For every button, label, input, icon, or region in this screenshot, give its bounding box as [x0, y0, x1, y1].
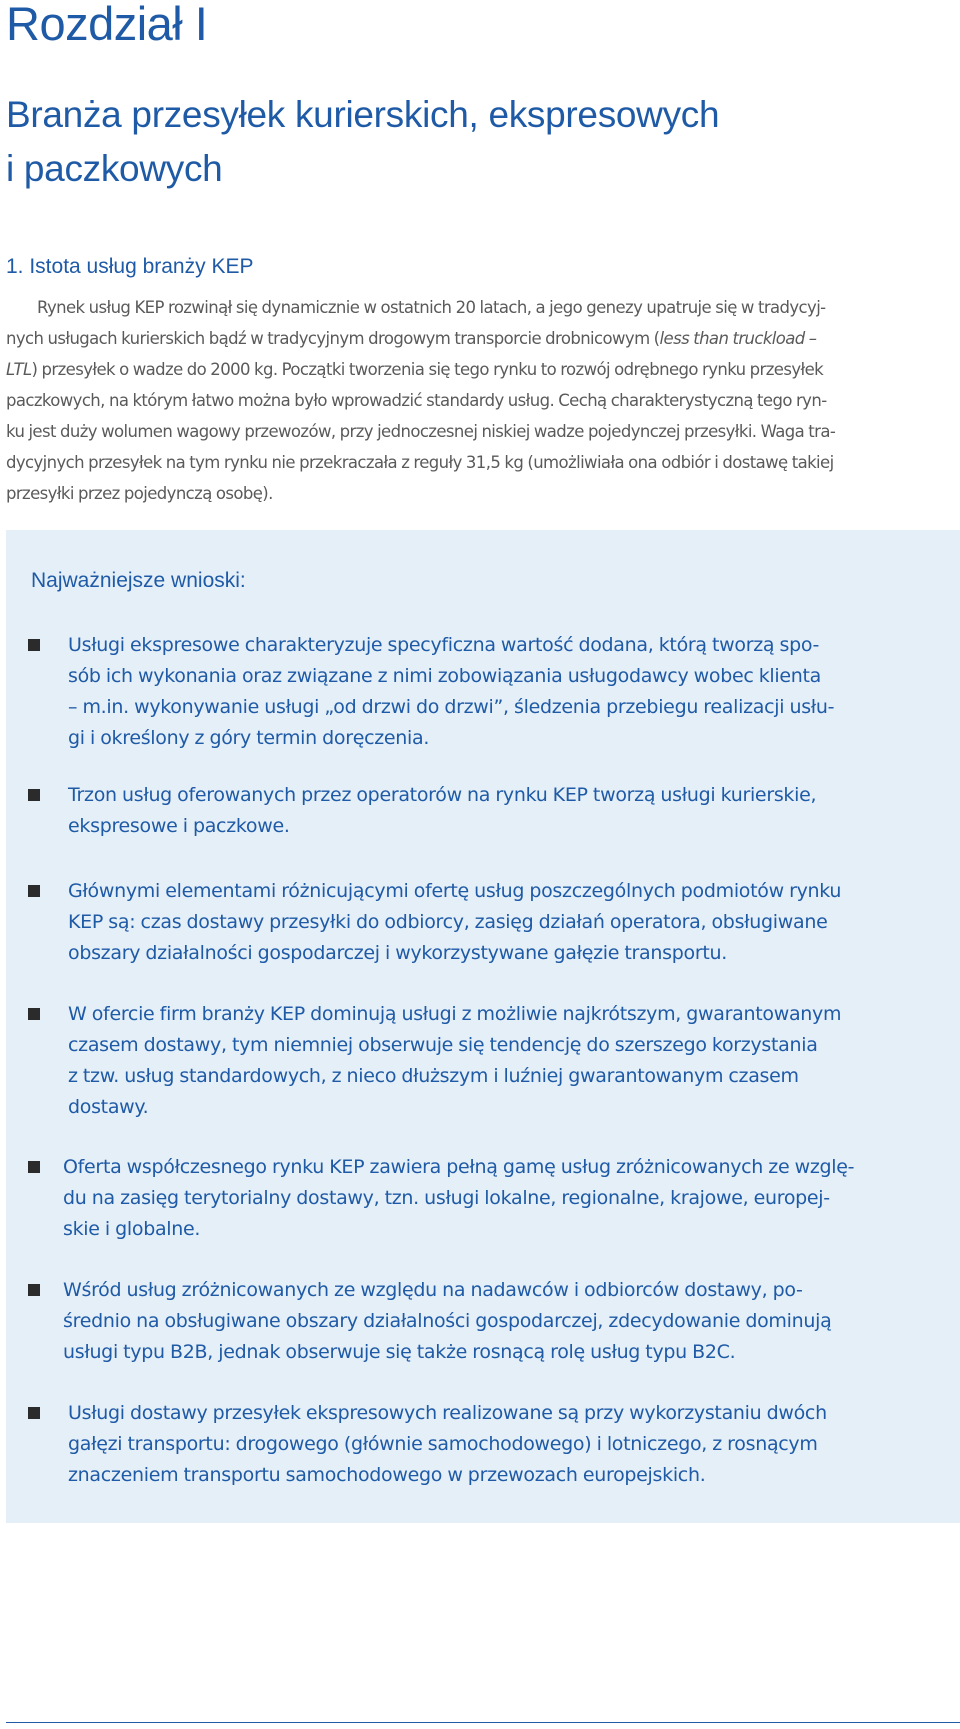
list-item-line: Wśród usług zróżnicowanych ze względu na nadawców i odbiorców dostawy, po-: [63, 1279, 803, 1301]
list-item-text: [68, 1398, 827, 1491]
square-bullet-icon: [28, 885, 40, 897]
section-title: [6, 88, 719, 196]
list-item-line: Głównymi elementami różnicującymi ofertę usług poszczególnych podmiotów rynku: [68, 880, 842, 902]
list-item-text: [63, 1152, 854, 1245]
intro-line: ku jest duży wolumen wagowy przewozów, przy jednoczesnej niskiej wadze pojedynczej przesyłki. Waga tra-: [6, 422, 836, 441]
square-bullet-icon: [28, 789, 40, 801]
list-item-line: czasem dostawy, tym niemniej obserwuje się tendencję do szerszego korzystania: [68, 1034, 818, 1056]
list-item-line: du na zasięg terytorialny dostawy, tzn. usługi lokalne, regionalne, krajowe, europej-: [63, 1187, 830, 1209]
intro-line: dycyjnych przesyłek na tym rynku nie przekraczała z reguły 31,5 kg (umożliwiała ona odbiór i dostawę takiej: [6, 453, 834, 472]
intro-paragraph: [6, 292, 960, 509]
list-item-text: [68, 780, 816, 842]
list-item-line: średnio na obsługiwane obszary działalności gospodarczej, zdecydowanie dominują: [63, 1310, 832, 1332]
section-title-line: Branża przesyłek kurierskich, ekspresowych: [6, 94, 720, 135]
list-item-line: – m.in. wykonywanie usługi „od drzwi do drzwi”, śledzenia przebiegu realizacji usłu-: [68, 696, 835, 718]
list-item-text: [68, 876, 841, 969]
intro-line: [6, 323, 960, 354]
key-conclusions-box: [6, 530, 960, 1523]
list-item-line: ekspresowe i paczkowe.: [68, 815, 290, 837]
square-bullet-icon: [28, 1161, 40, 1173]
list-item-line: Usługi ekspresowe charakteryzuje specyficzna wartość dodana, którą tworzą spo-: [68, 634, 820, 656]
intro-line: paczkowych, na którym łatwo można było wprowadzić standardy usług. Cechą charakterystyczną tego ryn-: [6, 391, 827, 410]
square-bullet-icon: [28, 1407, 40, 1419]
list-item-line: obszary działalności gospodarczej i wykorzystywane gałęzie transportu.: [68, 942, 727, 964]
intro-line: przesyłki przez pojedynczą osobę).: [6, 484, 273, 503]
intro-line: Rynek usług KEP rozwinął się dynamicznie w ostatnich 20 latach, a jego genezy upatruje się w tradycyj-: [37, 298, 826, 317]
intro-text: nych usługach kurierskich bądź w tradycyjnym drogowym transporcie drobnicowym (: [6, 329, 660, 348]
list-item-line: W ofercie firm branży KEP dominują usługi z możliwie najkrótszym, gwarantowanym: [68, 1003, 842, 1025]
list-item-line: Oferta współczesnego rynku KEP zawiera pełną gamę usług zróżnicowanych ze wzglę-: [63, 1156, 855, 1178]
square-bullet-icon: [28, 639, 40, 651]
footer-divider: [6, 1722, 960, 1723]
list-item-text: [68, 630, 834, 754]
square-bullet-icon: [28, 1284, 40, 1296]
list-item-line: gi i określony z góry termin doręczenia.: [68, 727, 430, 749]
square-bullet-icon: [28, 1008, 40, 1020]
list-item-line: Usługi dostawy przesyłek ekspresowych realizowane są przy wykorzystaniu dwóch: [68, 1402, 827, 1424]
chapter-title: Rozdział I: [6, 0, 208, 50]
subsection-title: 1. Istota usług branży KEP: [6, 255, 254, 278]
intro-text: ) przesyłek o wadze do 2000 kg. Początki tworzenia się tego rynku to rozwój odrębnego rynku przesyłek: [31, 360, 824, 379]
list-item-line: skie i globalne.: [63, 1218, 201, 1240]
list-item-line: znaczeniem transportu samochodowego w przewozach europejskich.: [68, 1464, 706, 1486]
intro-line: [6, 354, 960, 385]
list-item-line: Trzon usług oferowanych przez operatorów na rynku KEP tworzą usługi kurierskie,: [68, 784, 817, 806]
list-item-line: KEP są: czas dostawy przesyłki do odbiorcy, zasięg działań operatora, obsługiwane: [68, 911, 828, 933]
section-title-line: i paczkowych: [6, 148, 223, 189]
list-item-line: gałęzi transportu: drogowego (głównie samochodowego) i lotniczego, z rosnącym: [68, 1433, 818, 1455]
list-item-line: usługi typu B2B, jednak obserwuje się także rosnącą rolę usług typu B2C.: [63, 1341, 736, 1363]
list-item-line: dostawy.: [68, 1096, 149, 1118]
list-item-text: [63, 1275, 831, 1368]
list-item-line: z tzw. usług standardowych, z nieco dłuższym i luźniej gwarantowanym czasem: [68, 1065, 799, 1087]
list-item-line: sób ich wykonania oraz związane z nimi zobowiązania usługodawcy wobec klienta: [68, 665, 822, 687]
list-item-text: [68, 999, 841, 1123]
key-conclusions-title: Najważniejsze wnioski:: [31, 569, 246, 592]
intro-italic-term: less than truckload –: [659, 329, 817, 348]
intro-italic-term: LTL: [6, 360, 32, 379]
